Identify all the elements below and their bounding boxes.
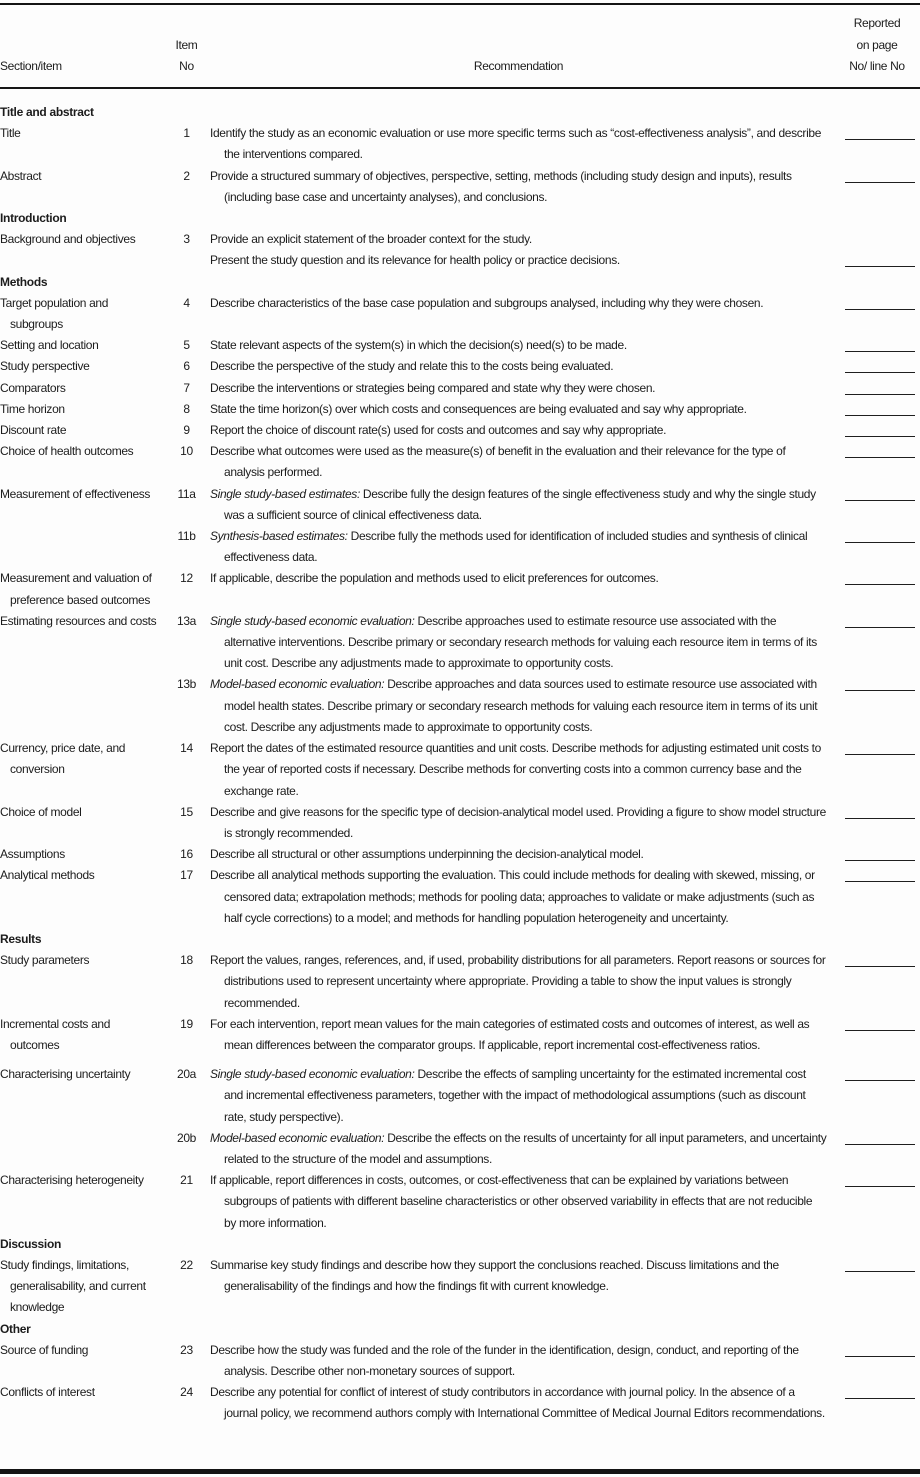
reported-page-cell: [827, 674, 920, 738]
recommendation-paragraph: Describe all structural or other assumptions underpinning the decision-analytical model.: [210, 847, 644, 862]
section-item-cell: [0, 1064, 163, 1128]
item-number: 14: [180, 741, 193, 756]
item-number: 2: [183, 168, 190, 183]
section-item-label: Study parameters: [0, 953, 90, 968]
section-item-label: outcomes: [10, 1037, 60, 1052]
checklist-item-row: [0, 802, 920, 844]
item-number: 7: [183, 380, 190, 395]
column-header-reported-line2: on page: [856, 37, 898, 52]
reported-page-blank-field: [845, 674, 915, 691]
section-item-label: knowledge: [10, 1300, 65, 1315]
column-header-item-no: [163, 35, 210, 77]
reported-page-blank-field: [845, 1014, 915, 1031]
section-item-cell: [0, 802, 163, 844]
reported-page-blank-field: [845, 399, 915, 416]
section-item-cell: [0, 229, 163, 271]
recommendation-paragraph: Summarise key study findings and describe how they support the conclusions reached. Discuss limitations and the generalisability of the findings and how the findings fit with current knowledge.: [210, 1257, 779, 1294]
section-item-cell: [0, 1014, 163, 1056]
reported-page-cell: [827, 441, 920, 483]
section-item-label: preference based outcomes: [10, 592, 151, 607]
recommendation-paragraph: Describe the interventions or strategies being compared and state why they were chosen.: [210, 380, 656, 395]
item-number: 22: [180, 1257, 193, 1272]
bottom-rule: [0, 1469, 920, 1474]
section-item-label: Abstract: [0, 168, 42, 183]
reported-page-cell: [827, 1255, 920, 1319]
reported-page-cell: [827, 1064, 920, 1128]
recommendation-cell: [210, 1014, 827, 1056]
item-number: 23: [180, 1342, 193, 1357]
reported-page-cell: [827, 1382, 920, 1424]
section-item-label: Source of funding: [0, 1342, 89, 1357]
section-item-label: Discount rate: [0, 423, 67, 438]
recommendation-paragraph: Report the dates of the estimated resource quantities and unit costs. Describe methods for adjusting estimated unit costs to the year of reported costs if necessary. Describe methods for converting costs into a common currency base and the exchange rate.: [210, 741, 821, 798]
recommendation-paragraph: Identify the study as an economic evaluation or use more specific terms such as “cost-effectiveness analysis”, and describe the interventions compared.: [210, 126, 822, 162]
reported-page-blank-field: [845, 166, 915, 183]
reported-page-blank-field: [845, 420, 915, 437]
recommendation-paragraph: Model-based economic evaluation: Describe the effects on the results of uncertainty for all input parameters, and uncertainty related to the structure of the model and assumptions.: [210, 1130, 827, 1166]
reported-page-blank-field: [845, 1382, 915, 1399]
item-number: 18: [180, 953, 193, 968]
item-number: 24: [180, 1385, 193, 1400]
reported-page-cell: [827, 1014, 920, 1056]
recommendation-cell: [210, 844, 827, 865]
recommendation-paragraph: If applicable, report differences in costs, outcomes, or cost-effectiveness that can be explained by variations between subgroups of patients with different baseline characteristics or other observed variability in effects that are not reducible by more information.: [210, 1173, 813, 1230]
recommendation-paragraph: State the time horizon(s) over which costs and consequences are being evaluated and say why appropriate.: [210, 401, 747, 416]
section-item-label: subgroups: [10, 317, 63, 332]
item-number: 9: [183, 423, 190, 438]
item-number: 11b: [177, 529, 196, 544]
reported-page-cell: [827, 166, 920, 208]
section-item-label: generalisability, and current: [10, 1279, 146, 1294]
item-number: 10: [180, 444, 193, 459]
recommendation-cell: [210, 1128, 827, 1170]
recommendation-paragraph: Describe and give reasons for the specific type of decision-analytical model used. Providing a figure to show model structure is strongly recommended.: [210, 804, 826, 840]
checklist-item-row: [0, 484, 920, 526]
reported-page-cell: [827, 420, 920, 441]
recommendation-paragraph: Synthesis-based estimates: Describe fully the methods used for identification of included studies and synthesis of clinical effectiveness data.: [210, 529, 808, 565]
item-number: 3: [183, 232, 190, 247]
recommendation-paragraph: Describe what outcomes were used as the measure(s) of benefit in the evaluation and their relevance for the type of analysis performed.: [210, 444, 786, 480]
recommendation-paragraph: Describe how the study was funded and the role of the funder in the identification, design, conduct, and reporting of the analysis. Describe other non-monetary sources of support.: [210, 1342, 799, 1378]
section-item-cell: [0, 335, 163, 356]
section-item-label: Title: [0, 126, 21, 141]
column-header-recommendation: Recommendation: [473, 58, 564, 73]
reported-page-cell: [827, 950, 920, 1014]
column-header-item-no-line1: Item: [175, 37, 198, 52]
section-item-label: Characterising heterogeneity: [0, 1173, 144, 1188]
recommendation-paragraph: Single study-based estimates: Describe fully the design features of the single effectiveness study and why the single study was a sufficient source of clinical effectiveness data.: [210, 486, 816, 522]
recommendation-cell: [210, 441, 827, 483]
reported-page-blank-field: [845, 441, 915, 458]
recommendation-paragraph: Model-based economic evaluation: Describe approaches and data sources used to estimate resource use associated with model health states. Describe primary or secondary research methods for valuing each resource item in terms of its unit cost. Describe any adjustments made to approximate to opportunity costs.: [210, 677, 818, 734]
section-item-cell: [0, 293, 163, 335]
recommendation-paragraph: Report the choice of discount rate(s) used for costs and outcomes and say why appropriate.: [210, 423, 667, 438]
reported-page-cell: [827, 335, 920, 356]
checklist-item-row: [0, 1064, 920, 1128]
item-number: 13b: [177, 677, 196, 692]
recommendation-cell: [210, 1170, 827, 1234]
recommendation-paragraph: Provide an explicit statement of the broader context for the study.: [210, 232, 532, 247]
recommendation-cell: [210, 378, 827, 399]
reported-page-cell: [827, 865, 920, 929]
section-item-cell: [0, 568, 163, 610]
checklist-item-row: [0, 611, 920, 675]
item-number: 16: [180, 847, 193, 862]
checklist-item-row: [0, 865, 920, 929]
section-item-label: Incremental costs and: [0, 1016, 111, 1031]
table-header-row: [0, 5, 920, 89]
reported-page-cell: [827, 1170, 920, 1234]
item-number: 17: [180, 868, 193, 883]
section-item-cell: [0, 674, 163, 738]
section-item-cell: [0, 738, 163, 802]
section-item-cell: [0, 123, 163, 165]
recommendation-paragraph: Report the values, ranges, references, and, if used, probability distributions for all parameters. Report reasons or sources for distributions used to represent uncertainty where appropriate. Providing a table to show the input values is strongly recommended.: [210, 953, 826, 1010]
checklist-item-row: [0, 1128, 920, 1170]
checklist-item-row: [0, 568, 920, 610]
reported-page-cell: [827, 293, 920, 335]
section-item-label: Measurement of effectiveness: [0, 486, 151, 501]
reported-page-blank-field: [845, 568, 915, 585]
reported-page-blank-field: [845, 526, 915, 543]
reported-page-blank-field: [845, 1064, 915, 1081]
recommendation-paragraph: Describe the perspective of the study and relate this to the costs being evaluated.: [210, 359, 614, 374]
section-item-cell: [0, 865, 163, 929]
section-heading: Discussion: [0, 1236, 62, 1251]
recommendation-cell: [210, 484, 827, 526]
section-item-cell: [0, 844, 163, 865]
section-item-label: Study findings, limitations,: [0, 1257, 129, 1272]
item-number: 1: [183, 126, 190, 141]
section-heading: Methods: [0, 274, 48, 289]
recommendation-italic-lead: Single study-based economic evaluation:: [210, 613, 415, 628]
reported-page-blank-field: [845, 611, 915, 628]
reported-page-cell: [827, 568, 920, 610]
section-item-cell: [0, 484, 163, 526]
item-number: 12: [180, 571, 193, 586]
recommendation-cell: [210, 611, 827, 675]
recommendation-cell: [210, 229, 827, 271]
reported-page-blank-field: [845, 844, 915, 861]
section-item-cell: [0, 526, 163, 568]
section-item-cell: [0, 950, 163, 1014]
checklist-item-row: [0, 399, 920, 420]
recommendation-cell: [210, 738, 827, 802]
column-header-reported: [827, 13, 920, 77]
reported-page-blank-field: [845, 738, 915, 755]
section-item-cell: [0, 1128, 163, 1170]
section-item-cell: [0, 1382, 163, 1424]
reported-page-cell: [827, 356, 920, 377]
item-number: 20a: [177, 1067, 196, 1082]
reported-page-blank-field: [845, 484, 915, 501]
recommendation-italic-lead: Synthesis-based estimates:: [210, 529, 348, 544]
recommendation-paragraph: For each intervention, report mean values for the main categories of estimated costs and outcomes of interest, as well as mean differences between the comparator groups. If applicable, report incremental cost-effectiveness ratios.: [210, 1016, 810, 1052]
section-item-label: Choice of health outcomes: [0, 444, 134, 459]
reported-page-cell: [827, 399, 920, 420]
reported-page-blank-field: [845, 335, 915, 352]
checklist-item-row: [0, 674, 920, 738]
checklist-item-row: [0, 1255, 920, 1319]
reported-page-blank-field: [845, 356, 915, 373]
reported-page-blank-field: [845, 1128, 915, 1145]
reported-page-blank-field: [845, 250, 915, 267]
section-item-label: Currency, price date, and: [0, 741, 126, 756]
section-item-label: Setting and location: [0, 338, 99, 353]
recommendation-italic-lead: Single study-based economic evaluation:: [210, 1067, 415, 1082]
reported-page-cell: [827, 844, 920, 865]
recommendation-cell: [210, 123, 827, 165]
recommendation-cell: [210, 568, 827, 610]
recommendation-cell: [210, 399, 827, 420]
reported-page-cell: [827, 738, 920, 802]
recommendation-paragraph: Single study-based economic evaluation: Describe the effects of sampling uncertainty for the estimated incremental cost and incremental effectiveness parameters, together with the impact of methodological assumptions (such as discount rate, study perspective).: [210, 1067, 806, 1124]
recommendation-cell: [210, 802, 827, 844]
reported-page-cell: [827, 1340, 920, 1382]
recommendation-italic-lead: Single study-based estimates:: [210, 486, 360, 501]
recommendation-italic-lead: Model-based economic evaluation:: [210, 1130, 385, 1145]
recommendation-paragraph: Describe any potential for conflict of interest of study contributors in accordance with journal policy. In the absence of a journal policy, we recommend authors comply with International Committee of Medical Journal Editors recommendations.: [210, 1385, 825, 1421]
reported-page-cell: [827, 526, 920, 568]
item-number: 8: [183, 401, 190, 416]
section-heading: Other: [0, 1321, 31, 1336]
reported-page-blank-field: [845, 378, 915, 395]
checklist-item-row: [0, 1170, 920, 1234]
item-number: 20b: [177, 1130, 196, 1145]
recommendation-cell: [210, 166, 827, 208]
section-item-label: Study perspective: [0, 359, 90, 374]
reported-page-blank-field: [845, 865, 915, 882]
reported-page-blank-field: [845, 1340, 915, 1357]
reported-page-cell: [827, 123, 920, 165]
reported-page-cell: [827, 378, 920, 399]
recommendation-cell: [210, 1255, 827, 1319]
column-header-section-item: Section/item: [0, 58, 62, 73]
section-item-label: Background and objectives: [0, 232, 136, 247]
reported-page-cell: [827, 229, 920, 271]
recommendation-cell: [210, 356, 827, 377]
item-number: 4: [183, 295, 190, 310]
section-heading: Introduction: [0, 211, 67, 226]
section-item-label: Time horizon: [0, 401, 65, 416]
checklist-item-row: [0, 335, 920, 356]
checklist-item-row: [0, 526, 920, 568]
item-number: 13a: [177, 613, 196, 628]
column-header-item-no-line2: No: [179, 58, 194, 73]
section-heading: Title and abstract: [0, 105, 94, 119]
checklist-item-row: [0, 229, 920, 271]
reported-page-blank-field: [845, 1170, 915, 1187]
reported-page-blank-field: [845, 293, 915, 310]
checklist-item-row: [0, 1382, 920, 1424]
item-number: 15: [180, 804, 193, 819]
item-number: 6: [183, 359, 190, 374]
reported-page-cell: [827, 611, 920, 675]
recommendation-paragraph: Single study-based economic evaluation: Describe approaches used to estimate resource use associated with the alternative interventions. Describe primary or secondary research methods for valuing each resource item in terms of its unit cost. Describe any adjustments made to approximate to opportunity costs.: [210, 613, 817, 671]
section-item-cell: [0, 1340, 163, 1382]
recommendation-paragraph: Describe all analytical methods supporting the evaluation. This could include methods for dealing with skewed, missing, or censored data; extrapolation methods; methods for pooling data; approaches to validate or make adjustments (such as half cycle corrections) to a model; and methods for handling population heterogeneity and uncertainty.: [210, 868, 815, 925]
section-item-label: Target population and: [0, 295, 109, 310]
recommendation-paragraph: State relevant aspects of the system(s) in which the decision(s) need(s) to be made.: [210, 338, 627, 353]
recommendation-cell: [210, 293, 827, 335]
checklist-item-row: [0, 1014, 920, 1056]
column-header-reported-line1: Reported: [853, 16, 901, 31]
recommendation-cell: [210, 1340, 827, 1382]
recommendation-paragraph: If applicable, describe the population and methods used to elicit preferences for outcomes.: [210, 571, 659, 586]
checklist-item-row: [0, 123, 920, 165]
recommendation-paragraph: Provide a structured summary of objectives, perspective, setting, methods (including study design and inputs), results (including base case and uncertainty analyses), and conclusions.: [210, 168, 792, 204]
item-number: 5: [183, 338, 190, 353]
recommendation-cell: [210, 674, 827, 738]
recommendation-cell: [210, 335, 827, 356]
recommendation-paragraph: Describe characteristics of the base case population and subgroups analysed, including why they were chosen.: [210, 295, 764, 310]
section-item-label: Conflicts of interest: [0, 1385, 95, 1400]
item-number: 11a: [177, 486, 196, 501]
checklist-item-row: [0, 356, 920, 377]
reported-page-blank-field: [845, 950, 915, 967]
checklist-item-row: [0, 844, 920, 865]
section-item-label: Characterising uncertainty: [0, 1067, 131, 1082]
item-number: 21: [180, 1173, 193, 1188]
section-item-cell: [0, 356, 163, 377]
section-item-cell: [0, 378, 163, 399]
column-header-reported-line3: No/ line No: [849, 58, 905, 73]
recommendation-italic-lead: Model-based economic evaluation:: [210, 677, 385, 692]
checklist-item-row: [0, 378, 920, 399]
section-item-cell: [0, 441, 163, 483]
top-rule: [0, 3, 920, 5]
section-item-cell: [0, 166, 163, 208]
recommendation-cell: [210, 526, 827, 568]
section-item-cell: [0, 1255, 163, 1319]
recommendation-cell: [210, 1064, 827, 1128]
checklist-item-row: [0, 420, 920, 441]
section-item-label: Analytical methods: [0, 868, 95, 883]
checklist-item-row: [0, 738, 920, 802]
reported-page-blank-field: [845, 123, 915, 140]
reported-page-blank-field: [845, 802, 915, 819]
section-item-cell: [0, 1170, 163, 1234]
checklist-item-row: [0, 441, 920, 483]
table-body: [0, 102, 920, 1425]
section-item-label: Estimating resources and costs: [0, 613, 157, 628]
section-item-cell: [0, 611, 163, 675]
section-item-label: Assumptions: [0, 847, 65, 862]
section-item-label: Choice of model: [0, 804, 82, 819]
recommendation-cell: [210, 420, 827, 441]
section-heading: Results: [0, 931, 42, 946]
reported-page-cell: [827, 484, 920, 526]
checklist-item-row: [0, 166, 920, 208]
checklist-item-row: [0, 293, 920, 335]
recommendation-cell: [210, 950, 827, 1014]
checklist-item-row: [0, 950, 920, 1014]
section-item-cell: [0, 420, 163, 441]
section-item-cell: [0, 399, 163, 420]
item-number: 19: [180, 1016, 193, 1031]
reported-page-cell: [827, 1128, 920, 1170]
section-item-label: Measurement and valuation of: [0, 571, 152, 586]
section-item-label: Comparators: [0, 380, 66, 395]
recommendation-cell: [210, 865, 827, 929]
recommendation-cell: [210, 1382, 827, 1424]
checklist-item-row: [0, 1340, 920, 1382]
reported-page-cell: [827, 802, 920, 844]
recommendation-paragraph: Present the study question and its relevance for health policy or practice decisions.: [210, 253, 620, 268]
reported-page-blank-field: [845, 1255, 915, 1272]
section-item-label: conversion: [10, 762, 65, 777]
